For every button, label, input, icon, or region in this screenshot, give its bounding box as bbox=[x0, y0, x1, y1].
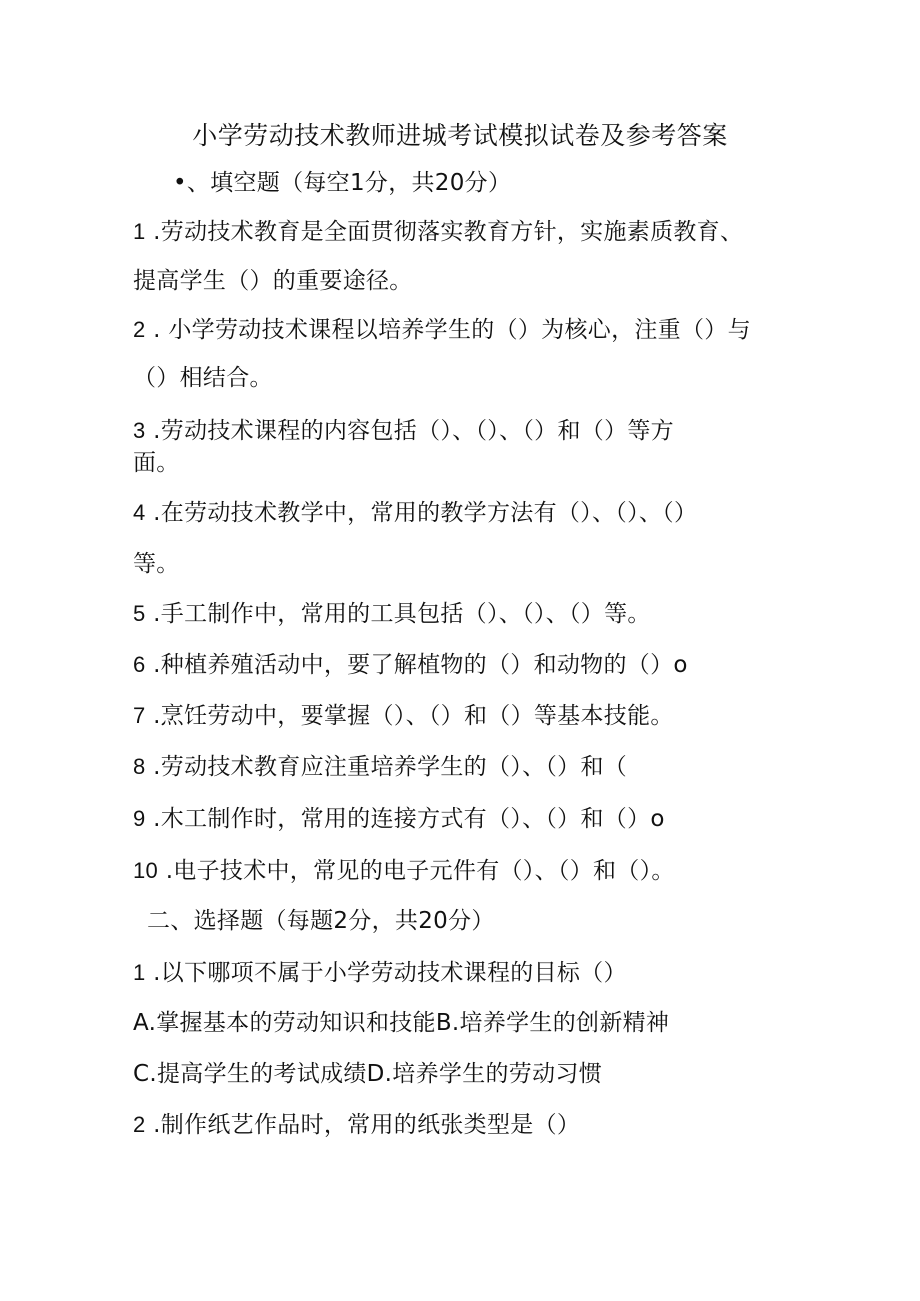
fill-question-10 bbox=[133, 853, 675, 889]
question-number: 6 bbox=[133, 652, 146, 677]
question-text: .劳动技术课程的内容包括（）、（）、（）和（）等方 bbox=[145, 418, 674, 444]
fill-question-3-line-1 bbox=[133, 413, 674, 449]
question-number: 4 bbox=[133, 500, 146, 525]
fill-question-5 bbox=[133, 596, 651, 632]
question-number: 5 bbox=[133, 601, 146, 626]
question-text: .以下哪项不属于小学劳动技术课程的目标（） bbox=[145, 960, 627, 986]
question-text: .木工制作时，常用的连接方式有（）、（）和（）o bbox=[145, 806, 665, 832]
choice-question-1-options-line-1: A.掌握基本的劳动知识和技能B.培养学生的创新精神 bbox=[133, 1010, 670, 1036]
question-number: 1 bbox=[133, 960, 146, 985]
question-number: 3 bbox=[133, 418, 146, 443]
question-text: .劳动技术教育应注重培养学生的（）、（）和（ bbox=[145, 754, 628, 780]
fill-question-4-line-1 bbox=[133, 495, 697, 531]
question-number: 2 bbox=[133, 317, 146, 342]
question-text: .电子技术中，常见的电子元件有（）、（）和（）。 bbox=[158, 858, 675, 884]
question-text: .劳动技术教育是全面贯彻落实教育方针，实施素质教育、 bbox=[145, 219, 744, 245]
question-number: 7 bbox=[133, 703, 146, 728]
question-number: 2 bbox=[133, 1112, 146, 1137]
fill-question-3-line-2: 面。 bbox=[133, 450, 180, 476]
fill-question-1-line-1 bbox=[133, 214, 743, 250]
question-number: 10 bbox=[133, 858, 159, 883]
fill-question-2-line-1 bbox=[133, 312, 751, 348]
fill-question-8 bbox=[133, 749, 627, 785]
section-heading-fill-blank: •、填空题（每空1分，共20分） bbox=[173, 170, 512, 196]
question-text: . 小学劳动技术课程以培养学生的（）为核心，注重（）与 bbox=[145, 317, 751, 343]
section-heading-multiple-choice: 二、选择题（每题2分，共20分） bbox=[147, 908, 495, 934]
choice-question-1 bbox=[133, 955, 627, 991]
question-text: .烹饪劳动中，要掌握（）、（）和（）等基本技能。 bbox=[145, 703, 674, 729]
fill-question-9 bbox=[133, 801, 665, 837]
question-number: 8 bbox=[133, 754, 146, 779]
fill-question-7 bbox=[133, 698, 674, 734]
fill-question-6 bbox=[133, 647, 688, 683]
question-text: .在劳动技术教学中，常用的教学方法有（）、（）、（） bbox=[145, 500, 698, 526]
question-number: 9 bbox=[133, 806, 146, 831]
document-title: 小学劳动技术教师进城考试模拟试卷及参考答案 bbox=[192, 121, 728, 150]
question-text: .种植养殖活动中，要了解植物的（）和动物的（）o bbox=[145, 652, 688, 678]
fill-question-1-line-2: 提高学生（）的重要途径。 bbox=[133, 268, 413, 294]
choice-question-1-options-line-2: C.提高学生的考试成绩D.培养学生的劳动习惯 bbox=[133, 1061, 602, 1087]
question-text: .制作纸艺作品时，常用的纸张类型是（） bbox=[145, 1112, 581, 1138]
question-number: 1 bbox=[133, 219, 146, 244]
choice-question-2 bbox=[133, 1107, 580, 1143]
fill-question-2-line-2: （）相结合。 bbox=[133, 365, 273, 391]
fill-question-4-line-2: 等。 bbox=[133, 551, 180, 577]
question-text: .手工制作中，常用的工具包括（）、（）、（）等。 bbox=[145, 601, 651, 627]
